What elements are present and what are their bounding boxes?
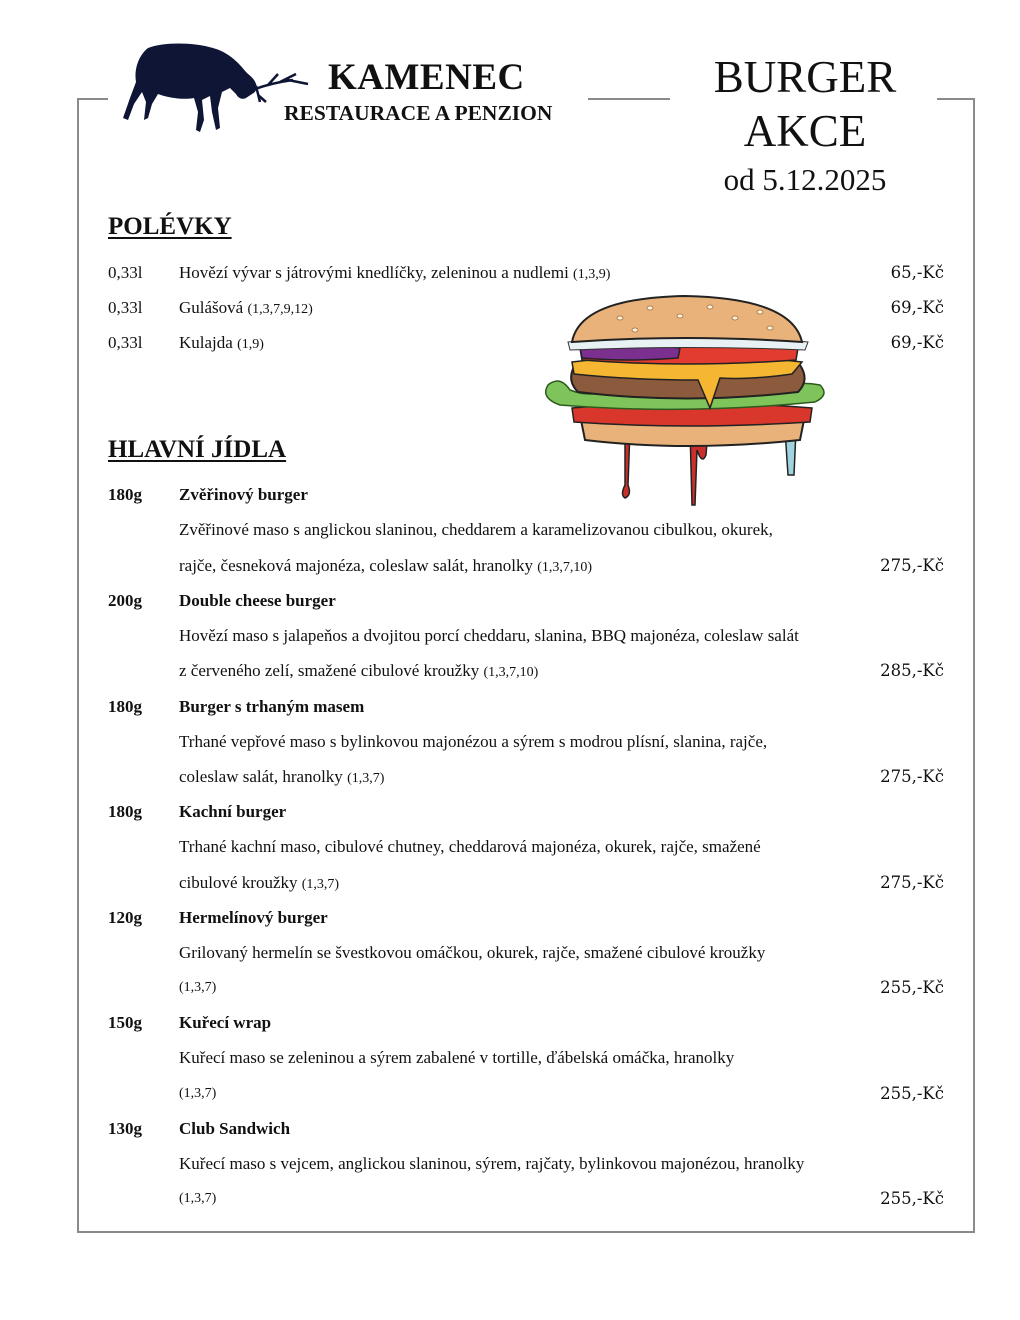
main-desc: Trhané kachní maso, cibulové chutney, cheddarová majonéza, okurek, rajče, smažené xyxy=(179,837,761,856)
soup-text xyxy=(179,290,313,327)
main-desc-line xyxy=(108,829,944,864)
soup-text xyxy=(179,325,264,362)
main-desc-line xyxy=(108,865,944,900)
main-item-header xyxy=(108,689,944,724)
main-desc-line xyxy=(108,1076,944,1111)
main-desc xyxy=(179,865,339,902)
main-name: Hermelínový burger xyxy=(179,908,328,927)
main-desc-line xyxy=(108,724,944,759)
main-name: Club Sandwich xyxy=(179,1119,291,1138)
main-allergens: (1,3,7) xyxy=(179,980,217,995)
main-desc: Zvěřinové maso s anglickou slaninou, cheddarem a karamelizovanou cibulkou, okurek, xyxy=(179,520,773,539)
main-desc-text: coleslaw salát, hranolky xyxy=(179,767,343,786)
main-desc xyxy=(179,548,592,585)
main-price: 255,-Kč xyxy=(880,1084,944,1103)
main-desc: Kuřecí maso s vejcem, anglickou slaninou, sýrem, rajčaty, bylinkovou majonézou, hranolky xyxy=(179,1154,805,1173)
main-desc-text: cibulové kroužky xyxy=(179,873,298,892)
main-desc-text: z červeného zelí, smažené cibulové kroužky xyxy=(179,661,484,680)
main-price: 255,-Kč xyxy=(880,978,944,997)
main-allergens: (1,3,7) xyxy=(179,1191,217,1206)
brand-name: KAMENEC xyxy=(328,57,525,98)
soup-name: Hovězí vývar s játrovými knedlíčky, zeleninou a nudlemi xyxy=(179,263,569,282)
main-allergens: (1,3,7) xyxy=(301,877,340,892)
main-qty: 200g xyxy=(108,591,142,610)
main-desc-line xyxy=(108,935,944,970)
soup-row xyxy=(108,290,944,325)
main-item-header xyxy=(108,583,944,618)
promo-date: od 5.12.2025 xyxy=(723,162,887,197)
main-desc-line xyxy=(108,1181,944,1216)
promo-line-burger: BURGER xyxy=(713,52,897,102)
main-allergens: (1,3,7,10) xyxy=(537,560,593,575)
main-qty: 120g xyxy=(108,908,142,927)
section-title-mains: HLAVNÍ JÍDLA xyxy=(108,436,287,463)
section-title-soups: POLÉVKY xyxy=(108,213,232,240)
main-desc-line xyxy=(108,548,944,583)
main-qty: 130g xyxy=(108,1119,142,1138)
main-name: Kachní burger xyxy=(179,802,287,821)
main-desc: Grilovaný hermelín se švestkovou omáčkou, okurek, rajče, smažené cibulové kroužky xyxy=(179,943,766,962)
main-desc-line xyxy=(108,618,944,653)
main-desc: Trhané vepřové maso s bylinkovou majonézou a sýrem s modrou plísní, slanina, rajče, xyxy=(179,732,768,751)
main-desc-line xyxy=(108,759,944,794)
main-allergens: (1,3,7) xyxy=(347,771,385,786)
main-name: Kuřecí wrap xyxy=(179,1013,272,1032)
soup-allergens: (1,3,7,9,12) xyxy=(247,302,313,317)
frame-bottom xyxy=(77,1231,975,1233)
main-price: 275,-Kč xyxy=(880,767,944,786)
main-item-header xyxy=(108,1111,944,1146)
main-price: 255,-Kč xyxy=(880,1189,944,1208)
main-desc: Kuřecí maso se zeleninou a sýrem zabalené v tortille, ďábelská omáčka, hranolky xyxy=(179,1048,735,1067)
main-desc-line xyxy=(108,1040,944,1075)
main-name: Zvěřinový burger xyxy=(179,485,308,504)
soup-allergens: (1,3,9) xyxy=(573,267,611,282)
main-qty: 180g xyxy=(108,697,142,716)
main-desc-line xyxy=(108,1146,944,1181)
main-item-header xyxy=(108,794,944,829)
soup-allergens: (1,9) xyxy=(237,337,264,352)
main-name: Double cheese burger xyxy=(179,591,336,610)
soup-row xyxy=(108,325,944,360)
brand-subtitle: RESTAURACE A PENZION xyxy=(284,101,553,125)
frame-top-left xyxy=(77,98,108,100)
soup-qty: 0,33l xyxy=(108,333,143,352)
main-qty: 150g xyxy=(108,1013,142,1032)
main-price: 285,-Kč xyxy=(880,661,944,680)
soup-price: 65,-Kč xyxy=(890,263,944,282)
main-desc: Hovězí maso s jalapeňos a dvojitou porcí cheddaru, slanina, BBQ majonéza, coleslaw salát xyxy=(179,626,799,645)
main-qty: 180g xyxy=(108,802,142,821)
frame-top-right xyxy=(937,98,975,100)
soup-name: Gulášová xyxy=(179,298,244,317)
main-item-header xyxy=(108,1005,944,1040)
main-desc xyxy=(179,759,384,796)
main-price: 275,-Kč xyxy=(880,873,944,892)
soup-text xyxy=(179,255,610,292)
main-item-header xyxy=(108,477,944,512)
soup-name: Kulajda xyxy=(179,333,233,352)
frame-left xyxy=(77,98,79,1233)
promo-line-akce: AKCE xyxy=(743,106,867,156)
main-desc xyxy=(179,653,538,690)
main-desc-line xyxy=(108,512,944,547)
soup-price: 69,-Kč xyxy=(890,333,944,352)
frame-top-middle xyxy=(588,98,670,100)
main-desc-line xyxy=(108,970,944,1005)
soup-qty: 0,33l xyxy=(108,263,143,282)
soup-row xyxy=(108,255,944,290)
frame-right xyxy=(973,98,975,1233)
main-allergens: (1,3,7) xyxy=(179,1086,217,1101)
main-name: Burger s trhaným masem xyxy=(179,697,365,716)
main-item-header xyxy=(108,900,944,935)
main-price: 275,-Kč xyxy=(880,556,944,575)
soup-qty: 0,33l xyxy=(108,298,143,317)
main-desc-text: rajče, česneková majonéza, coleslaw salát, hranolky xyxy=(179,556,534,575)
main-desc-line xyxy=(108,653,944,688)
promo-heading xyxy=(680,50,930,200)
main-allergens: (1,3,7,10) xyxy=(483,665,539,680)
soup-price: 69,-Kč xyxy=(890,298,944,317)
main-qty: 180g xyxy=(108,485,142,504)
